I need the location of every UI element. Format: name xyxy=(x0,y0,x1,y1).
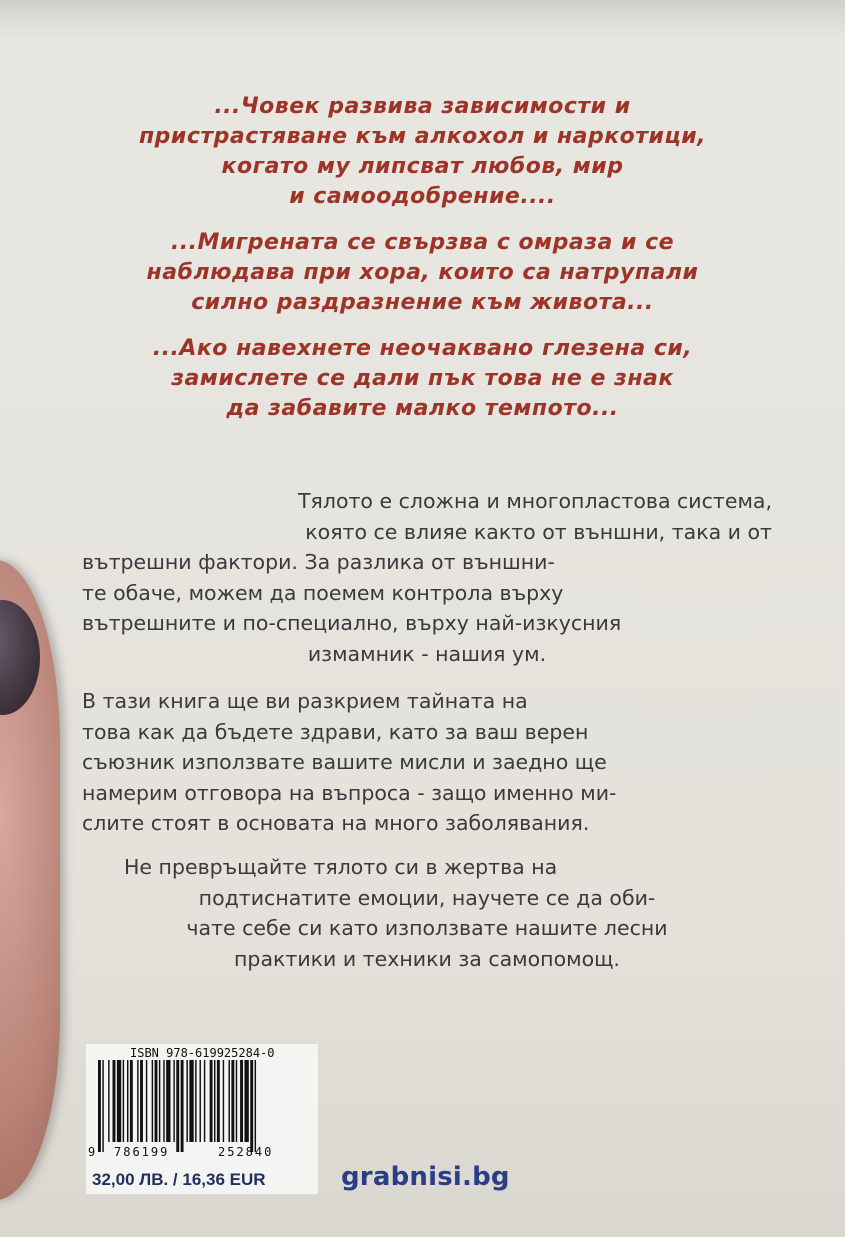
quote-line: замислете се дали пък това не е знак xyxy=(171,366,674,391)
barcode-digits-left: 786199 xyxy=(114,1145,170,1159)
paragraph-line: вътрешните и по-специално, върху най-изкусния xyxy=(82,611,622,635)
barcode-digits-right: 252840 xyxy=(218,1145,274,1159)
barcode-digit-first: 9 xyxy=(88,1145,96,1159)
paragraph-book-secret xyxy=(82,686,772,839)
paragraph-body-system xyxy=(82,486,772,669)
paragraph-line: подтиснатите емоции, научете се да оби- xyxy=(198,885,656,910)
paragraph-line: практики и техники за самопомощ. xyxy=(234,946,620,971)
paragraph-line: В тази книга ще ви разкрием тайната на xyxy=(82,689,528,713)
paragraph-line: Тялото е сложна и многопластова система, xyxy=(297,489,772,513)
quote-addiction xyxy=(80,92,765,212)
quote-line: да забавите малко темпото... xyxy=(226,396,619,421)
top-shadow xyxy=(0,0,845,40)
quote-line: пристрастяване към алкохол и наркотици, xyxy=(138,124,707,149)
quote-line: ...Човек развива зависимости и xyxy=(214,94,631,119)
paragraph-line: те обаче, можем да поемем контрола върху xyxy=(82,580,564,605)
isbn-label: ISBN 978-619925284-0 xyxy=(130,1046,275,1060)
paragraph-line: съюзник използвате вашите мисли и заедно ще xyxy=(82,750,607,774)
quote-line: и самоодобрение.... xyxy=(289,184,556,209)
quote-line: ...Ако навехнете неочаквано глезена си, xyxy=(152,336,693,361)
paragraph-line: намерим отговора на въпроса - защо именно ми- xyxy=(82,780,617,805)
paragraph-line: това как да бъдете здрави, като за ваш верен xyxy=(82,719,589,744)
paragraph-line: Не превръщайте тялото си в жертва на xyxy=(124,855,558,879)
price-label: 32,00 ЛВ. / 16,36 EUR xyxy=(92,1170,266,1189)
quote-line: когато му липсват любов, мир xyxy=(221,154,624,179)
paragraph-line: вътрешни фактори. За разлика от външни- xyxy=(82,550,555,574)
quote-line: силно раздразнение към живота... xyxy=(191,290,654,315)
website-logo: grabnisi.bg xyxy=(341,1162,510,1192)
paragraph-self-help xyxy=(82,852,772,974)
quote-migraine xyxy=(80,228,765,318)
paragraph-line: слите стоят в основата на много заболявания. xyxy=(82,811,590,835)
paragraph-line: чате себе си като използвате нашите лесни xyxy=(186,916,668,940)
quote-ankle xyxy=(80,334,765,424)
quote-line: ...Мигрената се свързва с омраза и се xyxy=(170,230,675,255)
paragraph-line: която се влияе както от външни, така и от xyxy=(305,519,772,544)
barcode-bars xyxy=(98,1060,310,1152)
paragraph-line: измамник - нашия ум. xyxy=(307,641,547,666)
quote-line: наблюдава при хора, които са натрупали xyxy=(146,260,699,285)
